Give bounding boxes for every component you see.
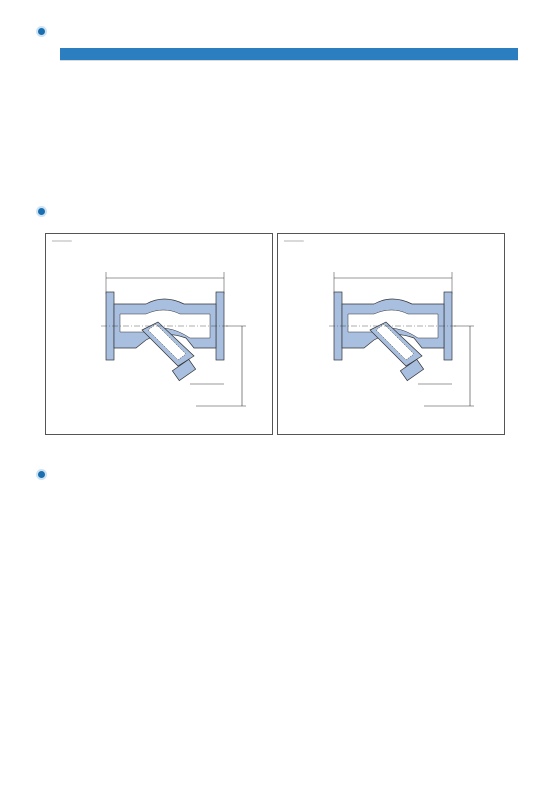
drawing-si411 <box>277 233 505 435</box>
section-spec-title <box>38 28 51 35</box>
bullet-icon <box>38 208 45 215</box>
section-dim-title <box>38 471 51 478</box>
spec-header-si402 <box>213 48 366 60</box>
section-view-title <box>38 208 51 215</box>
drawing-tag <box>284 240 304 242</box>
spec-table <box>60 48 518 61</box>
spec-header-type <box>60 48 213 60</box>
drawing-tag <box>52 240 72 242</box>
spec-header-si411 <box>365 48 518 60</box>
bullet-icon <box>38 28 45 35</box>
bullet-icon <box>38 471 45 478</box>
strainer-section-drawing <box>46 234 272 434</box>
strainer-section-drawing <box>278 234 504 434</box>
drawing-si402 <box>45 233 273 435</box>
